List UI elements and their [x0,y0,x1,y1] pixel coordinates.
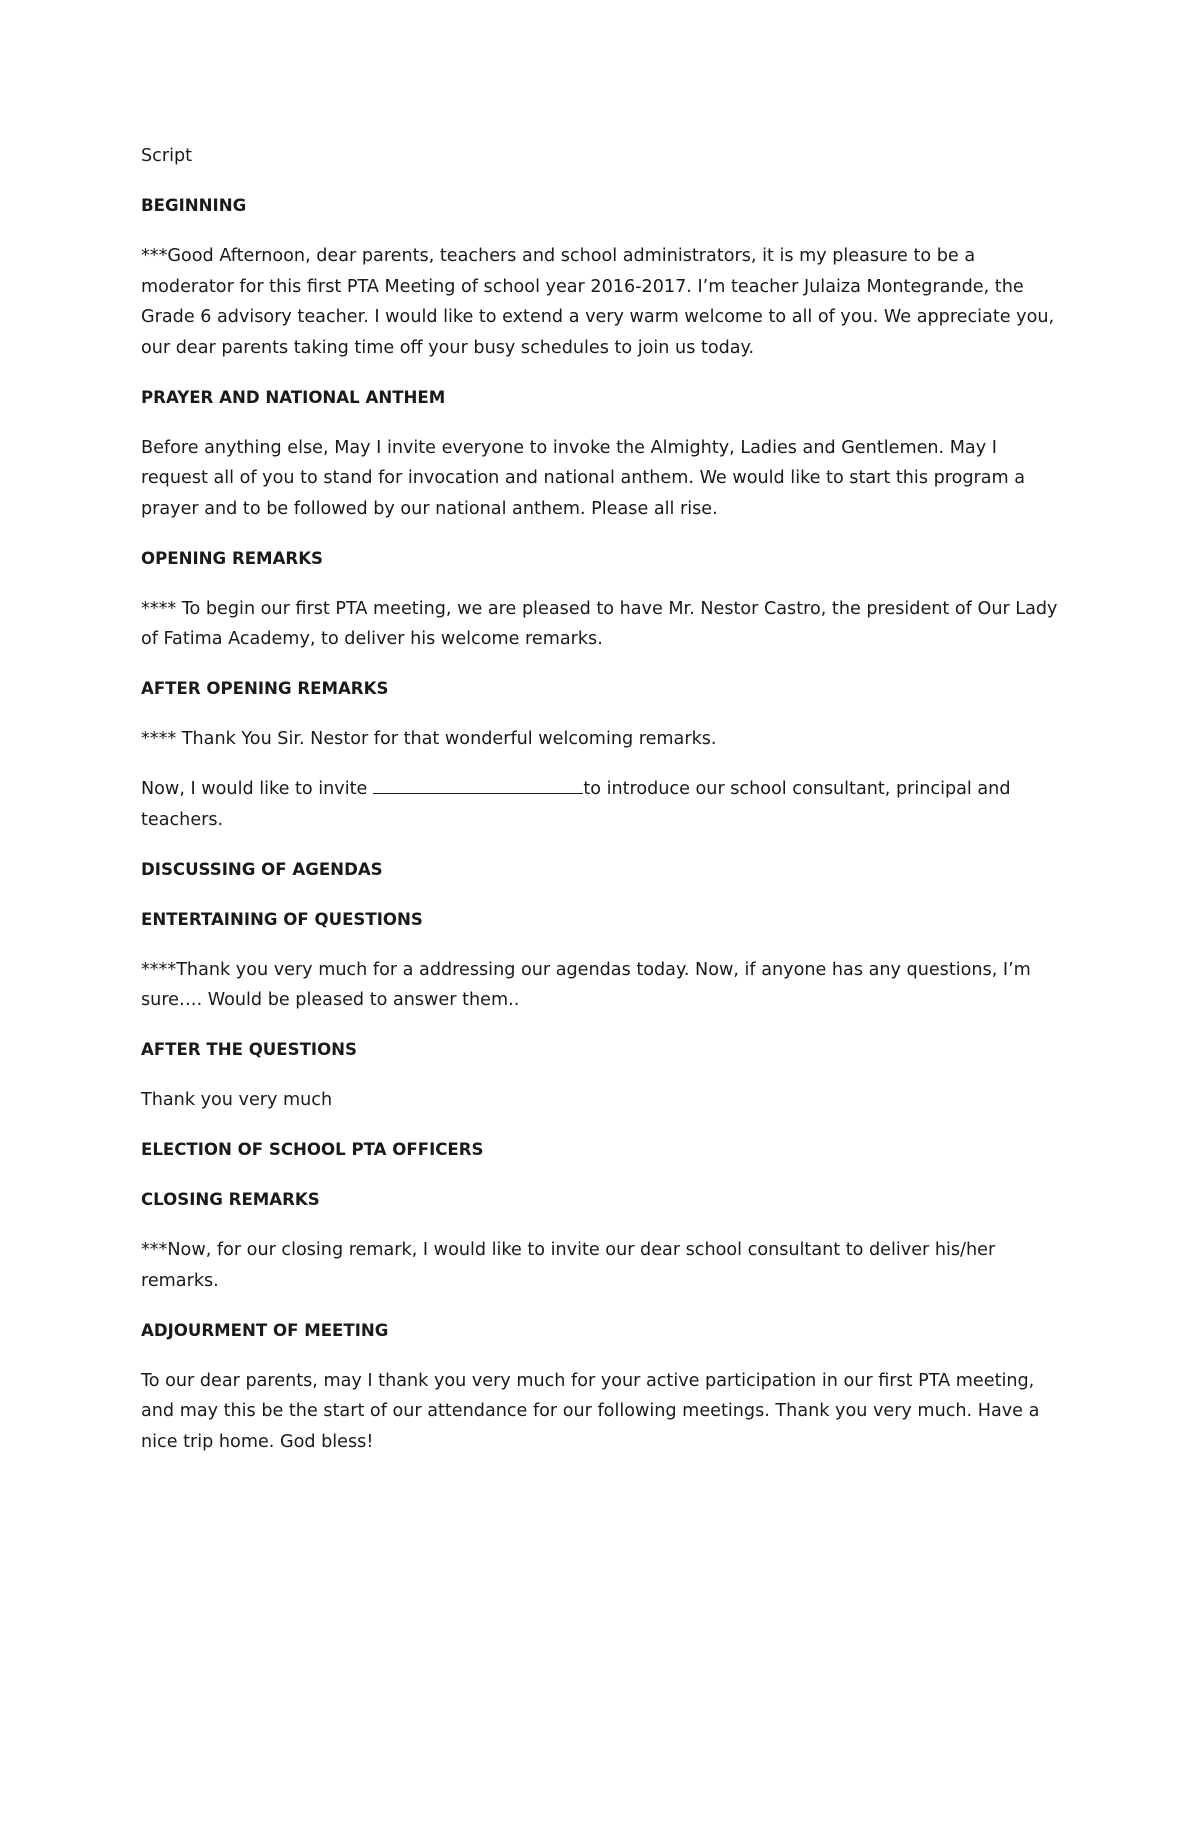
section-heading-opening-remarks: OPENING REMARKS [141,548,324,568]
paragraph-beginning: ***Good Afternoon, dear parents, teachers and school administrators, it is my pleasure to be a moderator for this first PTA Meeting of school year 2016-2017. I’m teacher Julaiza Montegrande, the Grade 6 advisory teacher. I would like to extend a very warm welcome to all of you. We appreciate you, our dear parents taking time off your busy schedules to join us today. [141,246,1055,358]
paragraph-thank-you-sir: **** Thank You Sir. Nestor for that wonderful welcoming remarks. [141,729,717,749]
fill-in-blank-line [373,774,583,794]
paragraph-prayer: Before anything else, May I invite everyone to invoke the Almighty, Ladies and Gentlemen. May I request all of you to stand for invocation and national anthem. We would like to start this program a prayer and to be followed by our national anthem. Please all rise. [141,437,1026,519]
section-heading-after-opening-remarks: AFTER OPENING REMARKS [141,679,389,698]
section-heading-beginning: BEGINNING [141,196,247,215]
paragraph-entertaining-questions: ****Thank you very much for a addressing our agendas today. Now, if anyone has any questions, I’m sure…. Would be pleased to answer them.. [141,959,1031,1010]
paragraph-opening-remarks: **** To begin our first PTA meeting, we are pleased to have Mr. Nestor Castro, the president of Our Lady of Fatima Academy, to deliver his welcome remarks. [141,598,1058,649]
document-title: Script [141,146,193,166]
paragraph-adjournment: To our dear parents, may I thank you very much for your active participation in our first PTA meeting, and may this be the start of our attendance for our following meetings. Thank you very much. Have a nice trip home. God bless! [141,1370,1040,1452]
section-heading-election: ELECTION OF SCHOOL PTA OFFICERS [141,1140,484,1159]
section-heading-prayer: PRAYER AND NATIONAL ANTHEM [141,387,446,407]
paragraph-after-questions: Thank you very much [141,1090,333,1110]
section-heading-closing-remarks: CLOSING REMARKS [141,1190,320,1209]
section-heading-discussing-agendas: DISCUSSING OF AGENDAS [141,859,383,879]
invite-line-after-blank: to introduce our school consultant, principal and teachers. [141,779,1011,830]
paragraph-invite-line [141,774,1061,835]
invite-line-before-blank: Now, I would like to invite [141,779,368,799]
section-heading-adjournment: ADJOURMENT OF MEETING [141,1320,389,1340]
section-heading-after-questions: AFTER THE QUESTIONS [141,1040,358,1059]
paragraph-closing-remarks: ***Now, for our closing remark, I would like to invite our dear school consultant to deliver his/her remarks. [141,1240,996,1291]
document-body [141,141,1061,1477]
section-heading-entertaining-questions: ENTERTAINING OF QUESTIONS [141,909,423,929]
